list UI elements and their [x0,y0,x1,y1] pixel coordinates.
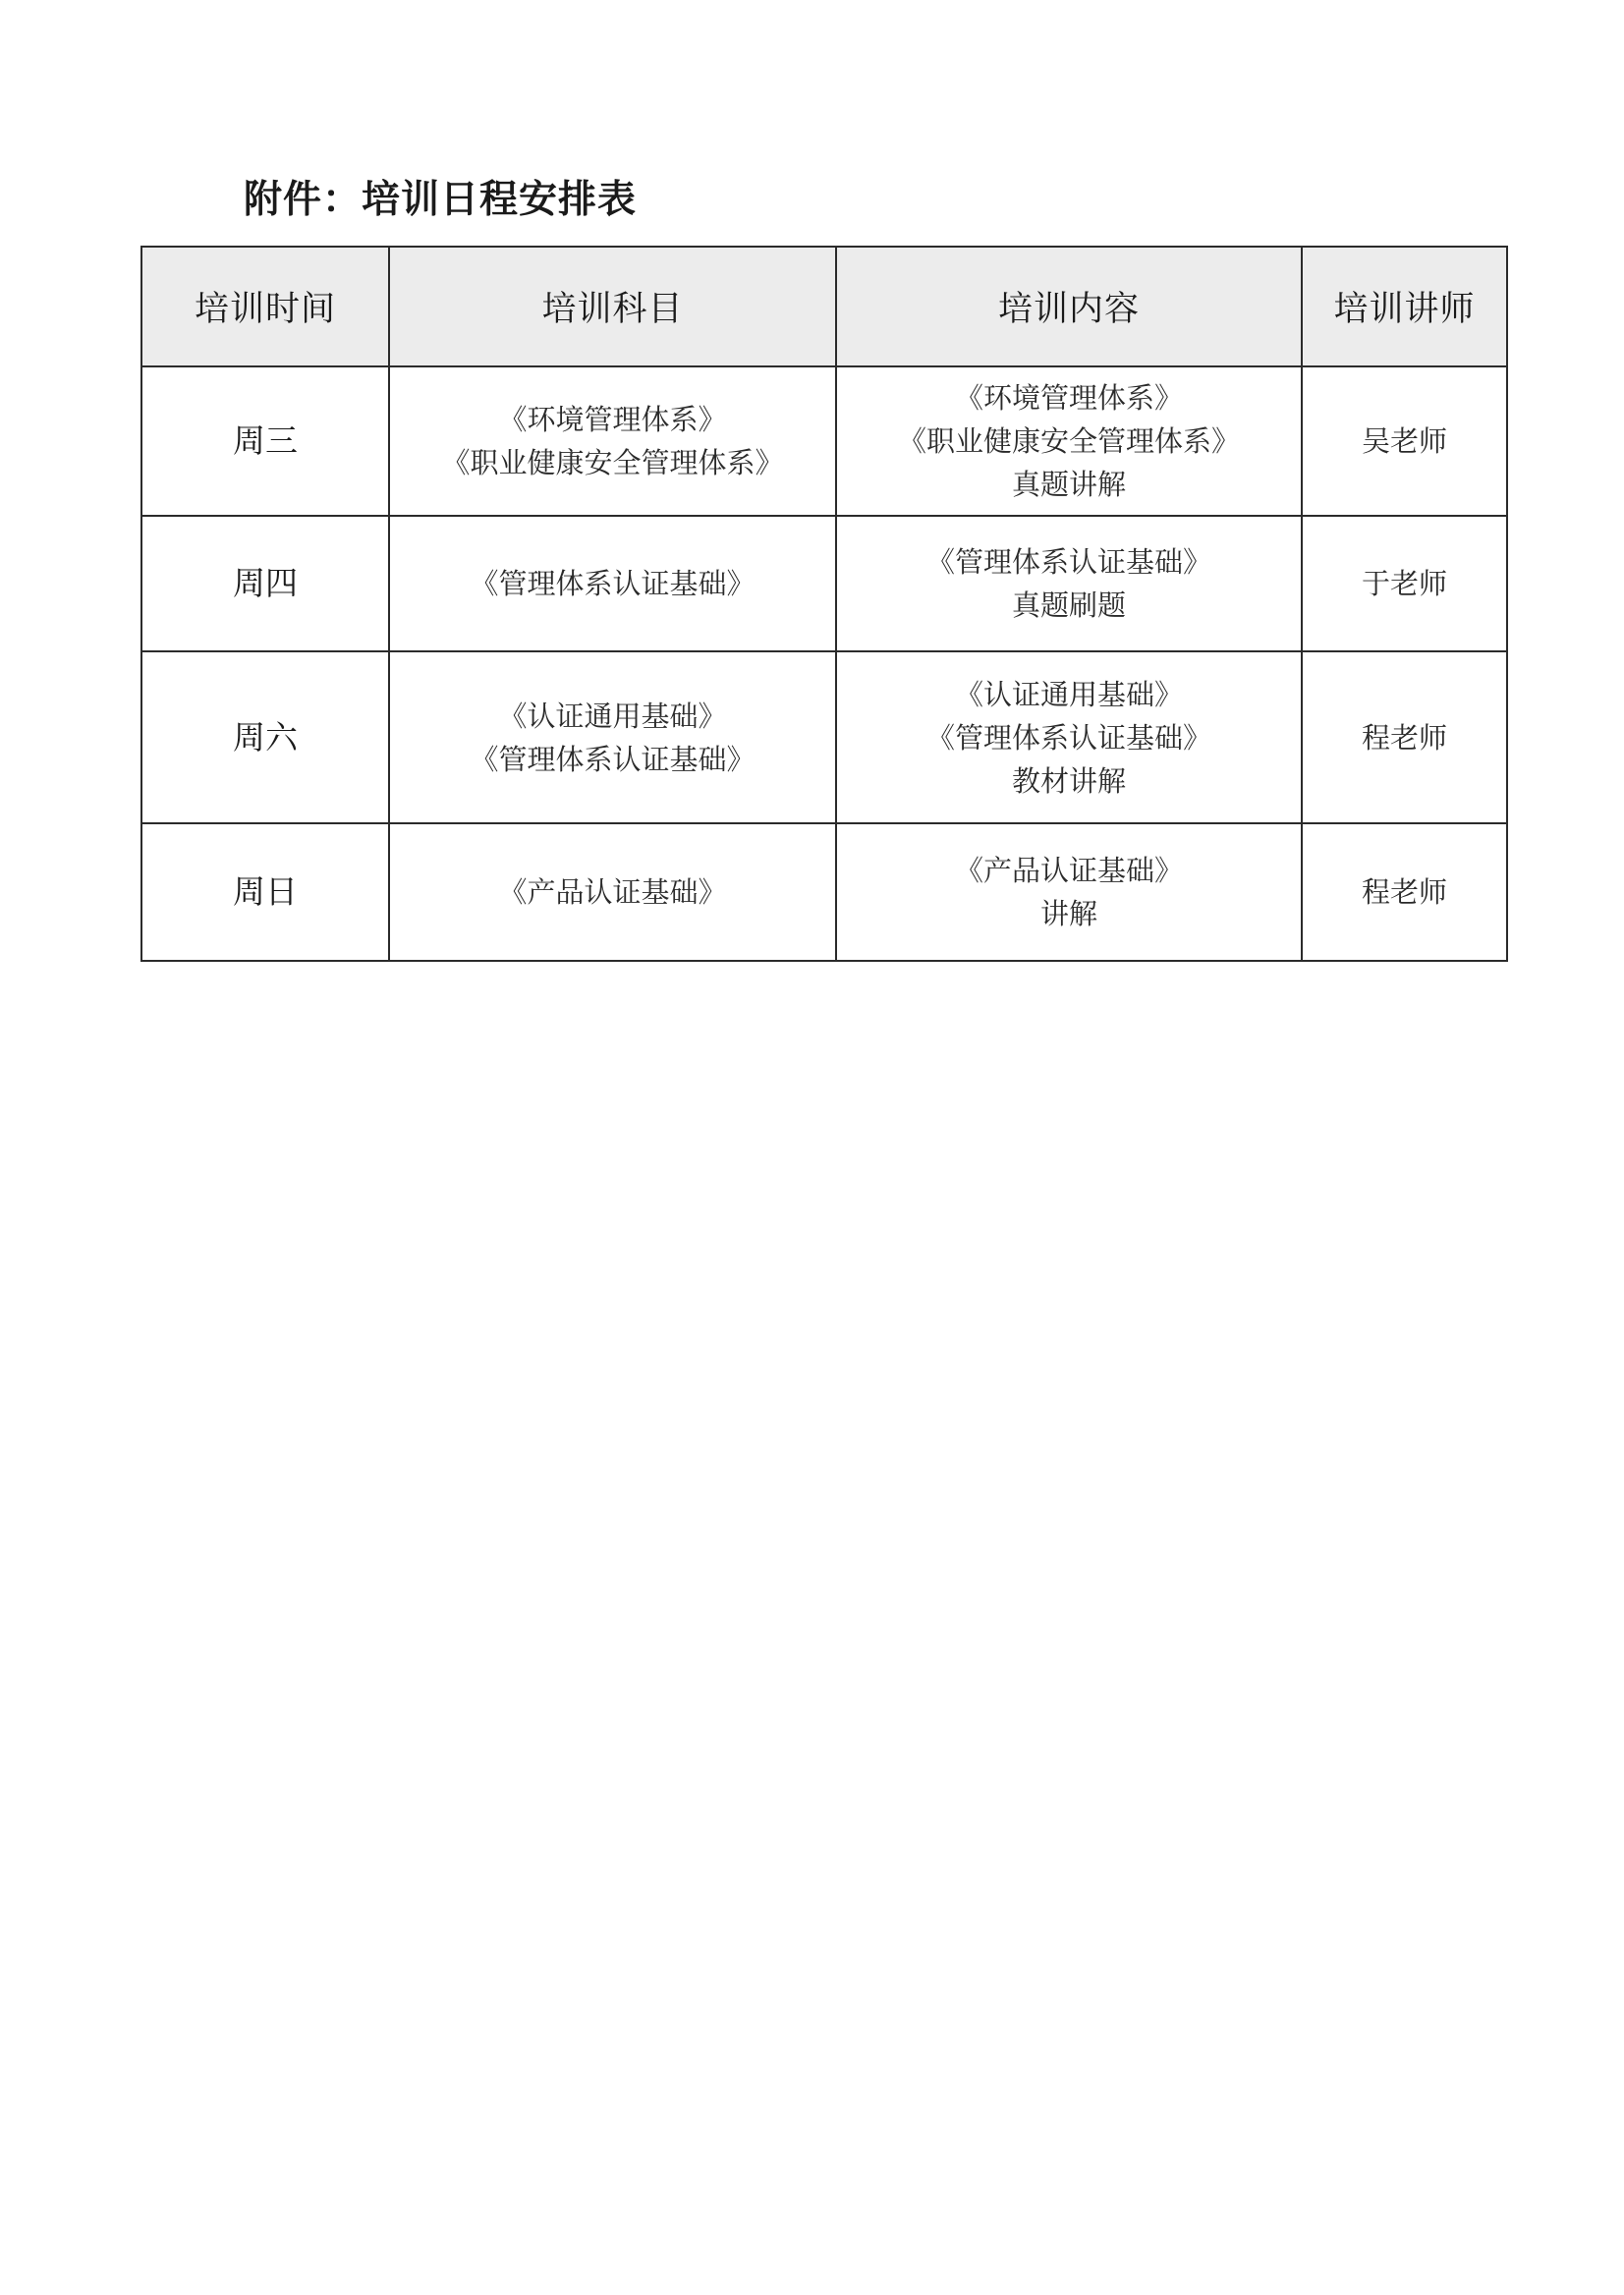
lecturer-cell: 程老师 [1302,823,1507,961]
content-line: 《产品认证基础》 [954,854,1183,887]
content-line: 讲解 [1039,897,1097,930]
table-row [141,651,1507,823]
table-row [141,366,1507,516]
table-header-row [141,247,1507,366]
header-subject: 培训科目 [389,247,836,366]
content-cell [836,823,1302,961]
content-line: 真题讲解 [1011,468,1126,501]
subject-cell [389,516,836,651]
subject-line: 《认证通用基础》 [498,699,727,733]
content-line: 真题刷题 [1011,588,1126,622]
time-cell: 周四 [141,516,389,651]
subject-cell [389,366,836,516]
content-cell [836,516,1302,651]
time-cell: 周日 [141,823,389,961]
time-cell: 周三 [141,366,389,516]
time-cell: 周六 [141,651,389,823]
content-line: 《认证通用基础》 [954,677,1183,711]
table-row [141,516,1507,651]
header-time: 培训时间 [141,247,389,366]
subject-cell [389,651,836,823]
training-schedule-table [140,246,1508,962]
subject-line: 《环境管理体系》 [498,403,727,436]
lecturer-cell: 程老师 [1302,651,1507,823]
lecturer-cell: 吴老师 [1302,366,1507,516]
subject-line: 《职业健康安全管理体系》 [441,446,784,479]
content-line: 《环境管理体系》 [954,381,1183,415]
header-content: 培训内容 [836,247,1302,366]
content-cell [836,651,1302,823]
subject-cell [389,823,836,961]
lecturer-cell: 于老师 [1302,516,1507,651]
content-line: 《职业健康安全管理体系》 [897,424,1240,458]
subject-line: 《管理体系认证基础》 [470,567,756,600]
subject-line: 《产品认证基础》 [498,875,727,909]
table-row [141,823,1507,961]
content-line: 《管理体系认证基础》 [925,545,1211,579]
subject-line: 《管理体系认证基础》 [470,742,756,776]
content-line: 《管理体系认证基础》 [925,720,1211,755]
content-line: 教材讲解 [1011,763,1126,798]
header-lecturer: 培训讲师 [1302,247,1507,366]
document-title: 附件：培训日程安排表 [244,178,638,222]
content-cell [836,366,1302,516]
